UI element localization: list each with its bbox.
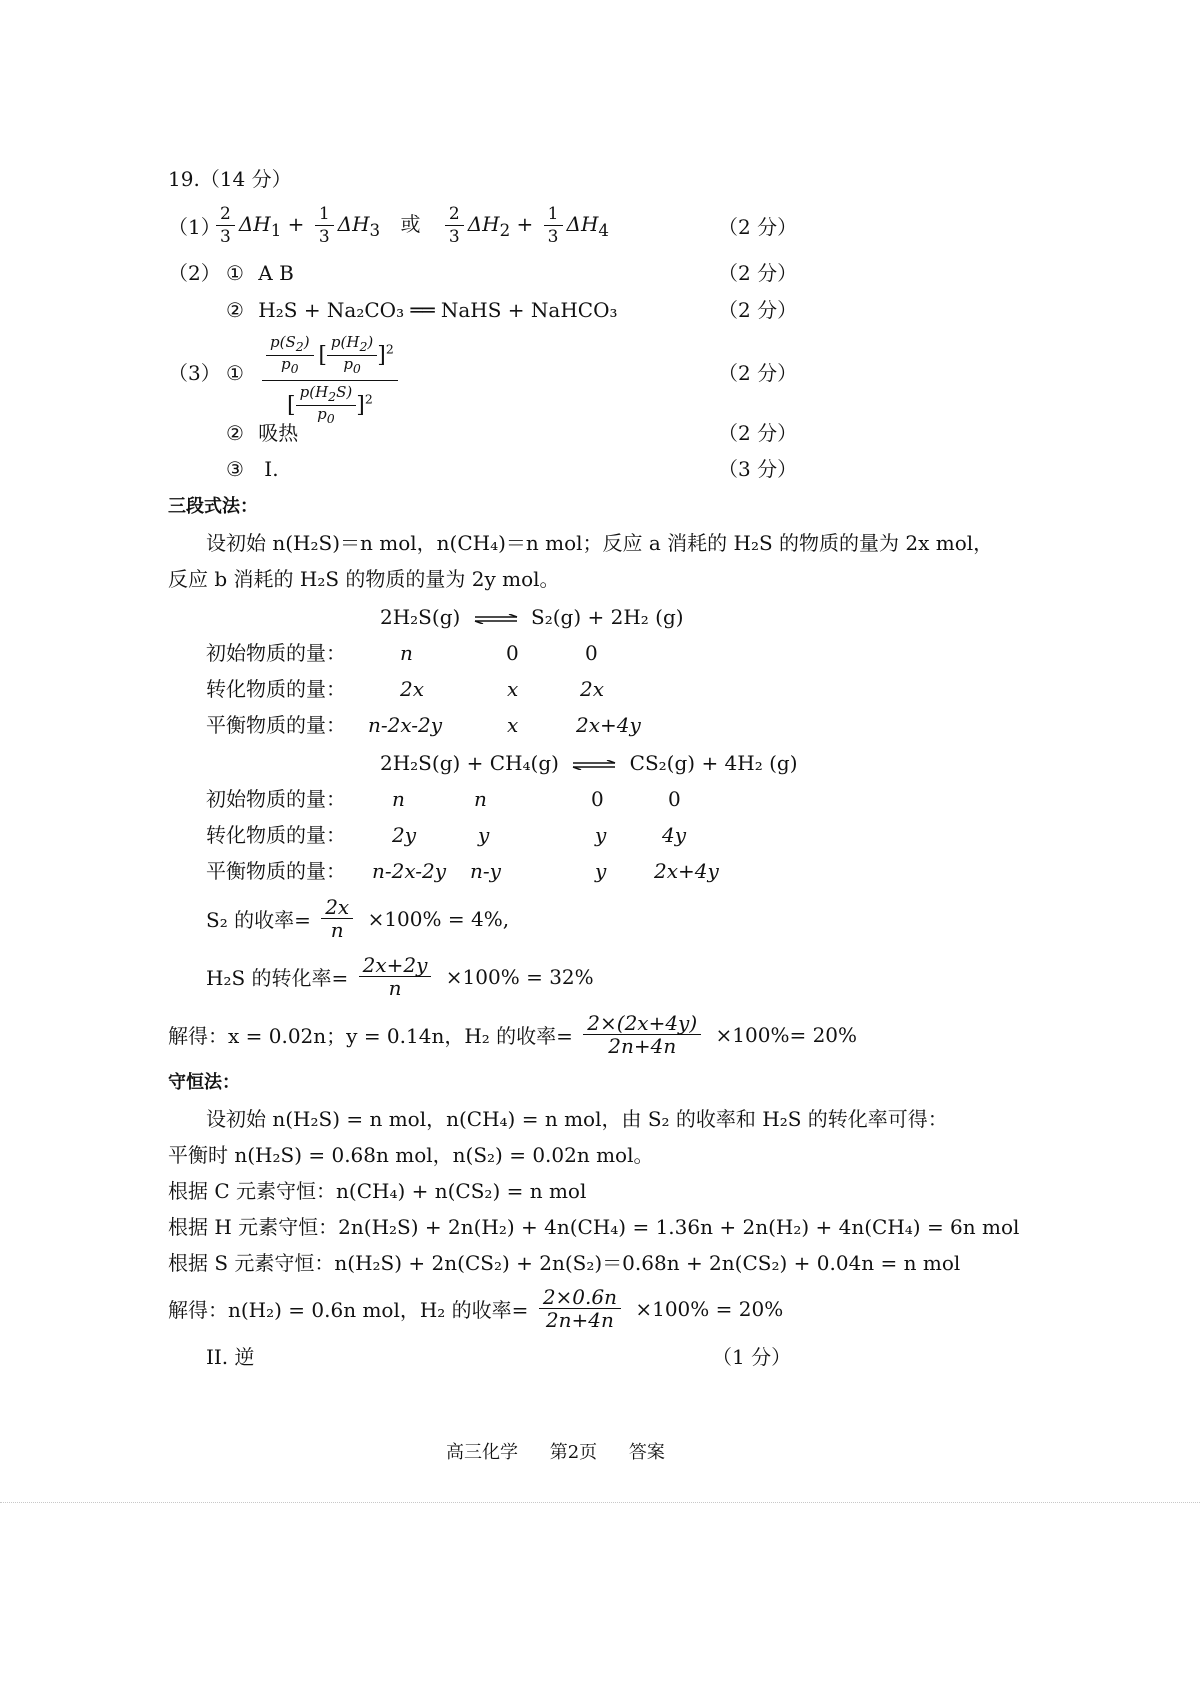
part2-item1: [226, 260, 294, 286]
reaction-a-cell: 2x: [580, 677, 605, 701]
fraction-numerator: 2×0.6n: [539, 1286, 621, 1309]
method2-line4: 根据 H 元素守恒：2n(H₂S) + 2n(H₂) + 4n(CH₄) = 1.36n + 2n(H₂) + 4n(CH₄) = 6n mol: [168, 1215, 1020, 1239]
reaction-b-cell: y: [595, 823, 607, 847]
reaction-a-cell: 2x+4y: [576, 713, 641, 737]
part2-item1-answer: A B: [258, 261, 294, 285]
reaction-b-left: 2H₂S(g) + CH₄(g): [380, 751, 559, 775]
reaction-a-cell: x: [507, 713, 519, 737]
method1-solution-tail: ×100%= 20%: [715, 1022, 858, 1047]
part1-label: （1）: [168, 215, 221, 239]
reaction-a-row-label: 转化物质的量：: [206, 677, 346, 701]
reaction-a-right: S₂(g) + 2H₂ (g): [531, 605, 684, 629]
s2-yield-label: S₂ 的收率=: [206, 908, 311, 932]
reaction-a-row-label: 平衡物质的量：: [206, 713, 346, 737]
reaction-a-left: 2H₂S(g): [380, 605, 461, 629]
reaction-b-cell: n: [474, 787, 487, 811]
footer-subject: 高三化学: [446, 1442, 518, 1463]
reaction-b-cell: 4y: [662, 823, 687, 847]
reaction-b-right: CS₂(g) + 4H₂ (g): [629, 751, 798, 775]
method1-solution-line: [168, 1012, 857, 1057]
equilibrium-arrow-icon: [571, 760, 617, 770]
s2-yield-line: [206, 896, 509, 941]
fraction-two-thirds: $\frac{2}{3}$: [216, 203, 235, 248]
part1-score: （2 分）: [718, 215, 798, 239]
circle-marker-1: ①: [226, 261, 244, 285]
part2-item2-equation: H₂S + Na₂CO₃ ══ NaHS + NaHCO₃: [258, 298, 618, 322]
method2-solution-line: [168, 1286, 783, 1331]
method2-line1: 设初始 n(H₂S) = n mol，n(CH₄) = n mol，由 S₂ 的收率和 H₂S 的转化率可得：: [206, 1107, 948, 1131]
reaction-b-cell: 0: [591, 787, 604, 811]
method2-line5: 根据 S 元素守恒：n(H₂S) + 2n(CS₂) + 2n(S₂)＝0.68n + 2n(CS₂) + 0.04n = n mol: [168, 1251, 961, 1275]
fraction-denominator: n: [330, 918, 344, 942]
or-word: 或: [400, 212, 421, 236]
s2-yield-fraction: [321, 896, 353, 941]
equilibrium-arrow-icon: [473, 614, 519, 624]
footer-answer-label: 答案: [628, 1442, 665, 1463]
reaction-b-row-label: 平衡物质的量：: [206, 859, 346, 883]
part3-item2-answer: 吸热: [258, 421, 299, 445]
part3-item3-score: （3 分）: [718, 457, 798, 481]
question-score: （14 分）: [199, 167, 292, 191]
method2-solution-prefix: 解得：n(H₂) = 0.6n mol，H₂ 的收率=: [168, 1298, 529, 1322]
s2-yield-tail: ×100% = 4%,: [367, 906, 510, 931]
part2-item1-score: （2 分）: [718, 261, 798, 285]
page-bottom-divider: [0, 1502, 1200, 1503]
reaction-b-row-label: 初始物质的量：: [206, 787, 346, 811]
h2s-conversion-fraction: [359, 954, 432, 999]
reaction-a-row-label: 初始物质的量：: [206, 641, 346, 665]
reaction-b-row-label: 转化物质的量：: [206, 823, 346, 847]
method1-solution-prefix: 解得：x = 0.02n；y = 0.14n，H₂ 的收率=: [168, 1024, 573, 1048]
part-ii-answer: II. 逆: [206, 1345, 255, 1369]
part3-item1-score: （2 分）: [718, 361, 798, 385]
fraction-denominator: n: [388, 976, 402, 1000]
method1-solution-fraction: [583, 1012, 701, 1057]
circle-marker-3-2: ②: [226, 421, 244, 445]
part2-label: （2）: [168, 261, 221, 285]
fraction-one-third: $\frac{1}{3}$: [315, 203, 334, 248]
fraction-numerator: 2x: [321, 896, 353, 919]
method1-intro-line1: 设初始 n(H₂S)＝n mol，n(CH₄)＝n mol；反应 a 消耗的 H₂S 的物质的量为 2x mol，: [206, 531, 994, 555]
part2-item2: [226, 297, 618, 323]
part3-item2-score: （2 分）: [718, 421, 798, 445]
reaction-a-cell: 0: [506, 641, 519, 665]
reaction-a-cell: 2x: [400, 677, 425, 701]
part3-item2: [226, 420, 298, 446]
method2-solution-fraction: [539, 1286, 621, 1331]
method2-line2: 平衡时 n(H₂S) = 0.68n mol，n(S₂) = 0.02n mol。: [168, 1143, 654, 1167]
part-ii-score: （1 分）: [712, 1345, 792, 1369]
reaction-b-cell: n-2x-2y: [372, 859, 447, 883]
part3-item3-answer: I.: [264, 457, 279, 481]
reaction-b-cell: y: [595, 859, 607, 883]
question-header: [168, 166, 292, 192]
h2s-conversion-label: H₂S 的转化率=: [206, 966, 349, 990]
method2-line3: 根据 C 元素守恒：n(CH₄) + n(CS₂) = n mol: [168, 1179, 587, 1203]
fraction-numerator: 2×(2x+4y): [583, 1012, 701, 1035]
reaction-b-cell: 0: [668, 787, 681, 811]
reaction-a-cell: 0: [585, 641, 598, 665]
part2-item2-score: （2 分）: [718, 298, 798, 322]
question-number: 19.: [168, 167, 200, 191]
method1-intro-line2: 反应 b 消耗的 H₂S 的物质的量为 2y mol。: [168, 567, 560, 591]
reaction-b-cell: n-y: [470, 859, 501, 883]
part3-item3: [226, 456, 279, 482]
part3-kp-expression: $\frac{p(S_2)}{p_0}$ [ $\frac{p(H_2)}{p_0}$ ]$^2$ [ $\frac{p(H_2S)}{p_0}$ ]$^2$: [262, 334, 398, 427]
reaction-b-cell: 2x+4y: [654, 859, 719, 883]
reaction-b-cell: y: [478, 823, 490, 847]
circle-marker-3-1: ①: [226, 361, 244, 385]
method1-heading: 三段式法：: [168, 496, 258, 517]
reaction-b-cell: 2y: [392, 823, 417, 847]
reaction-a-cell: x: [507, 677, 519, 701]
part1-expression: $\frac{2}{3}$ $\Delta H_1$ + $\frac{1}{3}$ $\Delta H_3$ 或 $\frac{2}{3}$ $\Delta H_2$ + $\frac{1}{3}$ $\Delta H_4$: [212, 203, 609, 248]
reaction-b-equation: [380, 750, 798, 776]
reaction-a-cell: n: [400, 641, 413, 665]
circle-marker-3-3: ③: [226, 457, 244, 481]
footer-page-number: 第2页: [549, 1442, 598, 1463]
fraction-numerator: 2x+2y: [359, 954, 432, 977]
reaction-b-cell: n: [392, 787, 405, 811]
reaction-a-equation: [380, 604, 684, 630]
fraction-denominator: 2n+4n: [608, 1034, 677, 1058]
method2-solution-tail: ×100% = 20%: [635, 1296, 784, 1321]
fraction-one-third-b: $\frac{1}{3}$: [544, 203, 563, 248]
h2s-conversion-tail: ×100% = 32%: [445, 964, 594, 989]
fraction-two-thirds-b: $\frac{2}{3}$: [445, 203, 464, 248]
fraction-denominator: 2n+4n: [545, 1308, 614, 1332]
h2s-conversion-line: [206, 954, 594, 999]
circle-marker-2: ②: [226, 298, 244, 322]
part3-label: （3）: [168, 361, 221, 385]
page-footer: [446, 1440, 665, 1466]
method2-heading: 守恒法：: [168, 1072, 240, 1093]
reaction-a-cell: n-2x-2y: [368, 713, 443, 737]
